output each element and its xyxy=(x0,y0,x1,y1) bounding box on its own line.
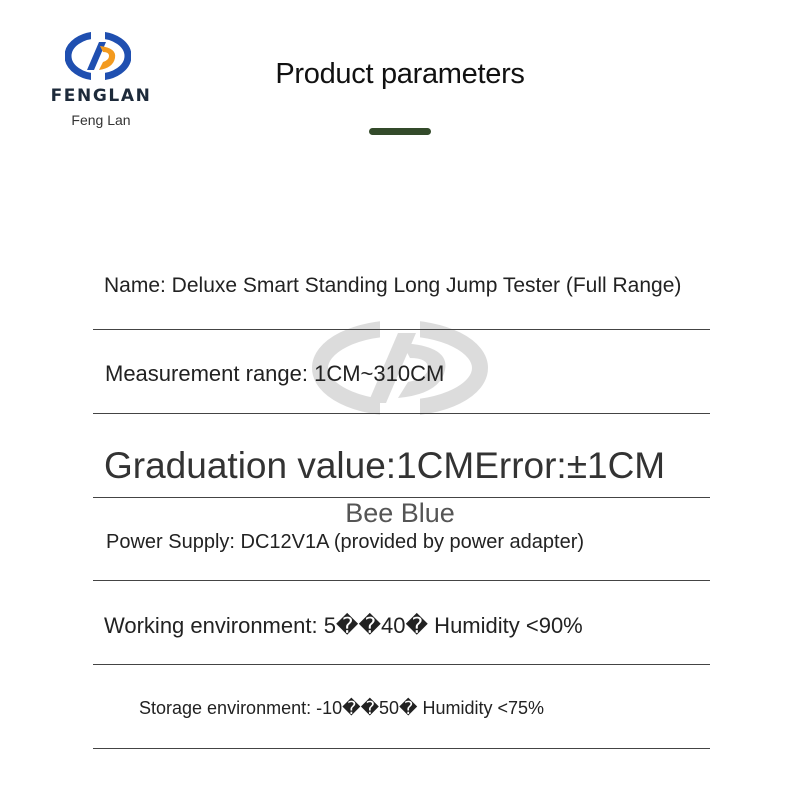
param-measurement-range: Measurement range: 1CM~310CM xyxy=(105,361,445,386)
param-graduation-value: Graduation value:1CMError:±1CM xyxy=(104,445,666,486)
param-row xyxy=(93,695,710,749)
row-divider xyxy=(93,497,710,498)
row-divider xyxy=(93,664,710,665)
fenglan-logo-icon xyxy=(65,32,131,80)
param-row xyxy=(93,440,710,498)
row-divider xyxy=(93,413,710,414)
row-divider xyxy=(93,329,710,330)
title-underline-bar xyxy=(369,128,431,135)
param-row xyxy=(93,270,710,330)
param-row xyxy=(93,355,710,414)
watermark-text: Bee Blue xyxy=(345,498,455,528)
param-power-supply: Power Supply: DC12V1A (provided by power adapter) xyxy=(106,531,585,553)
param-name: Name: Deluxe Smart Standing Long Jump Tester (Full Range) xyxy=(104,274,682,297)
brand-logo xyxy=(30,30,170,130)
row-divider xyxy=(93,748,710,749)
brand-subtitle: Feng Lan xyxy=(71,112,131,128)
param-working-environment: Working environment: 5��40� Humidity <90% xyxy=(104,613,583,638)
page-title: Product parameters xyxy=(275,58,525,90)
param-row xyxy=(93,528,710,581)
brand-name: FENGLAN xyxy=(50,86,152,106)
param-row xyxy=(93,610,710,665)
row-divider xyxy=(93,580,710,581)
param-storage-environment: Storage environment: -10��50� Humidity <75% xyxy=(139,698,545,718)
